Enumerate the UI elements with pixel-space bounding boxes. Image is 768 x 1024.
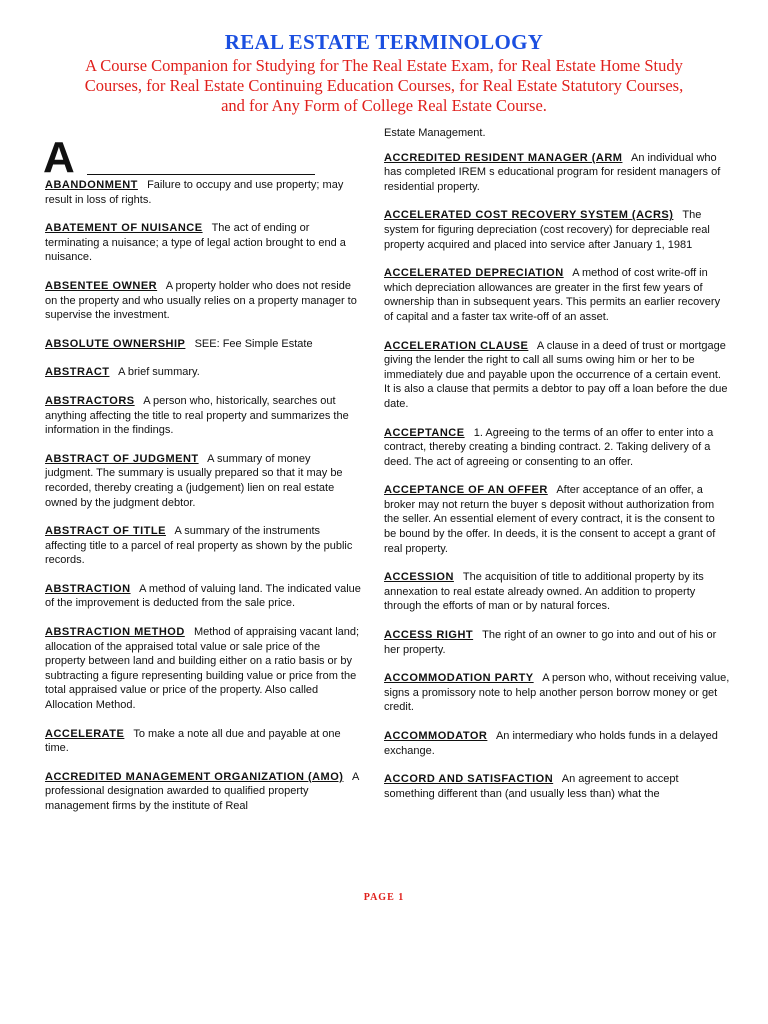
glossary-term: ACCOMMODATION PARTY bbox=[384, 672, 534, 685]
glossary-definition: The system for figuring depreciation (cost recovery) for depreciable real property acquired and placed into service after January 1, 1981 bbox=[384, 209, 710, 251]
glossary-definition: To make a note all due and payable at one time. bbox=[45, 727, 341, 755]
glossary-term: ACCREDITED MANAGEMENT ORGANIZATION (AMO) bbox=[45, 770, 344, 783]
glossary-entry bbox=[384, 671, 730, 715]
glossary-term: ABSOLUTE OWNERSHIP bbox=[45, 337, 186, 350]
glossary-term: ACCELERATION CLAUSE bbox=[384, 339, 529, 352]
glossary-term: ABSTRACTORS bbox=[45, 394, 135, 407]
glossary-entry bbox=[45, 582, 361, 611]
glossary-entry bbox=[45, 524, 361, 568]
glossary-definition: SEE: Fee Simple Estate bbox=[194, 337, 313, 350]
glossary-entry bbox=[45, 178, 361, 207]
glossary-entry bbox=[45, 625, 361, 713]
glossary-entry bbox=[45, 279, 361, 323]
glossary-definition: A summary of money judgment. The summary is usually prepared so that it may be recorded, thereby creating a (judgement) lien on real estate owned by the judgment debtor. bbox=[45, 452, 343, 509]
left-entry-list bbox=[45, 178, 361, 814]
glossary-definition: A person who, without receiving value, signs a promissory note to help another person borrow money or get credit. bbox=[384, 672, 730, 714]
left-column bbox=[45, 126, 361, 828]
document-title: REAL ESTATE TERMINOLOGY bbox=[224, 30, 544, 54]
glossary-entry bbox=[384, 570, 730, 614]
glossary-term: ABSENTEE OWNER bbox=[45, 279, 158, 292]
glossary-entry bbox=[45, 337, 361, 352]
glossary-definition: A brief summary. bbox=[118, 366, 200, 379]
glossary-definition: The right of an owner to go into and out of his or her property. bbox=[384, 629, 717, 656]
glossary-entry bbox=[45, 452, 361, 510]
glossary-definition: A professional designation awarded to qualified property management firms by the institute of Real bbox=[45, 770, 359, 812]
glossary-definition: Failure to occupy and use property; may result in loss of rights. bbox=[45, 179, 344, 206]
glossary-definition: An agreement to accept something different than (and usually less than) what the bbox=[384, 773, 679, 800]
glossary-entry bbox=[384, 628, 730, 657]
glossary-term: ABSTRACTION bbox=[45, 582, 131, 595]
page-number: PAGE 1 bbox=[363, 892, 405, 903]
glossary-term: ACCELERATED DEPRECIATION bbox=[384, 267, 564, 280]
glossary-term: ACCREDITED RESIDENT MANAGER (ARM bbox=[384, 151, 623, 164]
glossary-definition: A person who, historically, searches out anything affecting the title to real property and summarizes the information in the findings. bbox=[45, 394, 349, 437]
glossary-definition: An intermediary who holds funds in a delayed exchange. bbox=[384, 730, 718, 757]
glossary-term: ACCEPTANCE OF AN OFFER bbox=[384, 484, 548, 497]
glossary-entry bbox=[45, 365, 361, 380]
glossary-entry bbox=[384, 208, 730, 252]
glossary-entry bbox=[384, 772, 730, 801]
glossary-entry bbox=[45, 394, 361, 438]
glossary-term: ABSTRACT OF TITLE bbox=[45, 525, 166, 538]
glossary-term: ACCORD AND SATISFACTION bbox=[384, 773, 554, 786]
section-heading bbox=[43, 126, 361, 182]
glossary-term: ACCESS RIGHT bbox=[384, 629, 474, 642]
glossary-definition: The acquisition of title to additional property by its annexation to real estate already owned. An addition to property through the efforts of man or by natural forces. bbox=[384, 571, 704, 613]
document-subtitle: A Course Companion for Studying for The Real Estate Exam, for Real Estate Home Study Courses, for Real Estate Continuing Education Courses, for Real Estate Statutory Courses, and for Any Form of College Real Estate Course. bbox=[84, 56, 684, 115]
glossary-term: ABANDONMENT bbox=[45, 179, 138, 191]
glossary-definition: An individual who has completed IREM s educational program for resident managers of residential property. bbox=[384, 151, 721, 193]
right-column bbox=[384, 126, 730, 815]
section-letter: A bbox=[43, 133, 75, 182]
right-entry-list bbox=[384, 151, 730, 802]
glossary-entry bbox=[384, 426, 730, 470]
glossary-definition: After acceptance of an offer, a broker may not return the buyer s deposit without authorization from the seller. An essential element of every contract, it is the consent to be bound by the offer. In deeds, it is the consent to accept a grant of real property. bbox=[384, 484, 716, 555]
glossary-entry bbox=[45, 770, 361, 814]
glossary-definition: 1. Agreeing to the terms of an offer to enter into a contract, thereby creating a binding contract. 2. Taking delivery of a deed. The act of agreeing or consenting to an offer. bbox=[384, 426, 714, 468]
glossary-entry bbox=[384, 339, 730, 412]
glossary-term: ABSTRACT bbox=[45, 366, 110, 379]
glossary-entry bbox=[45, 727, 361, 756]
glossary-entry bbox=[384, 483, 730, 556]
section-rule bbox=[87, 174, 315, 175]
glossary-entry bbox=[384, 151, 730, 195]
glossary-entry bbox=[45, 221, 361, 265]
glossary-definition: A property holder who does not reside on the property and who usually relies on a property manager to supervise the investment. bbox=[45, 279, 357, 322]
glossary-term: ACCESSION bbox=[384, 571, 454, 584]
glossary-term: ACCEPTANCE bbox=[384, 426, 465, 439]
glossary-term: ABATEMENT OF NUISANCE bbox=[45, 222, 203, 235]
glossary-term: ACCELERATED COST RECOVERY SYSTEM (ACRS) bbox=[384, 209, 674, 222]
glossary-term: ABSTRACTION METHOD bbox=[45, 626, 185, 639]
glossary-definition: Method of appraising vacant land; allocation of the appraised total value or sale price of the property between land and building either on a ratio basis or by subtracting a figure representing building value or price from the total appraised value or price of the property. Also called Allocation Method. bbox=[45, 626, 360, 712]
glossary-term: ACCELERATE bbox=[45, 727, 125, 740]
glossary-definition: The act of ending or terminating a nuisance; a type of legal action brought to end a nuisance. bbox=[45, 222, 346, 264]
glossary-term: ACCOMMODATOR bbox=[384, 730, 488, 742]
glossary-definition: A clause in a deed of trust or mortgage giving the lender the right to call all sums owing him or her to be immediately due and payable upon the occurrence of a certain event. It is also a clause that permits a debtor to pay off a loan before the due date. bbox=[384, 339, 728, 410]
glossary-entry bbox=[384, 729, 730, 758]
glossary-term: ABSTRACT OF JUDGMENT bbox=[45, 452, 199, 465]
continued-text: Estate Management. bbox=[384, 127, 486, 139]
glossary-definition: A method of valuing land. The indicated value of the improvement is deducted from the sale price. bbox=[45, 582, 361, 610]
glossary-entry bbox=[384, 266, 730, 324]
glossary-definition: A method of cost write-off in which depreciation allowances are greater in the first few years of ownership than in subsequent years. This permits an earlier recovery of capital and a faster tax write-off of an asset. bbox=[384, 267, 721, 323]
glossary-definition: A summary of the instruments affecting title to a parcel of real property as shown by the public records. bbox=[45, 525, 353, 567]
